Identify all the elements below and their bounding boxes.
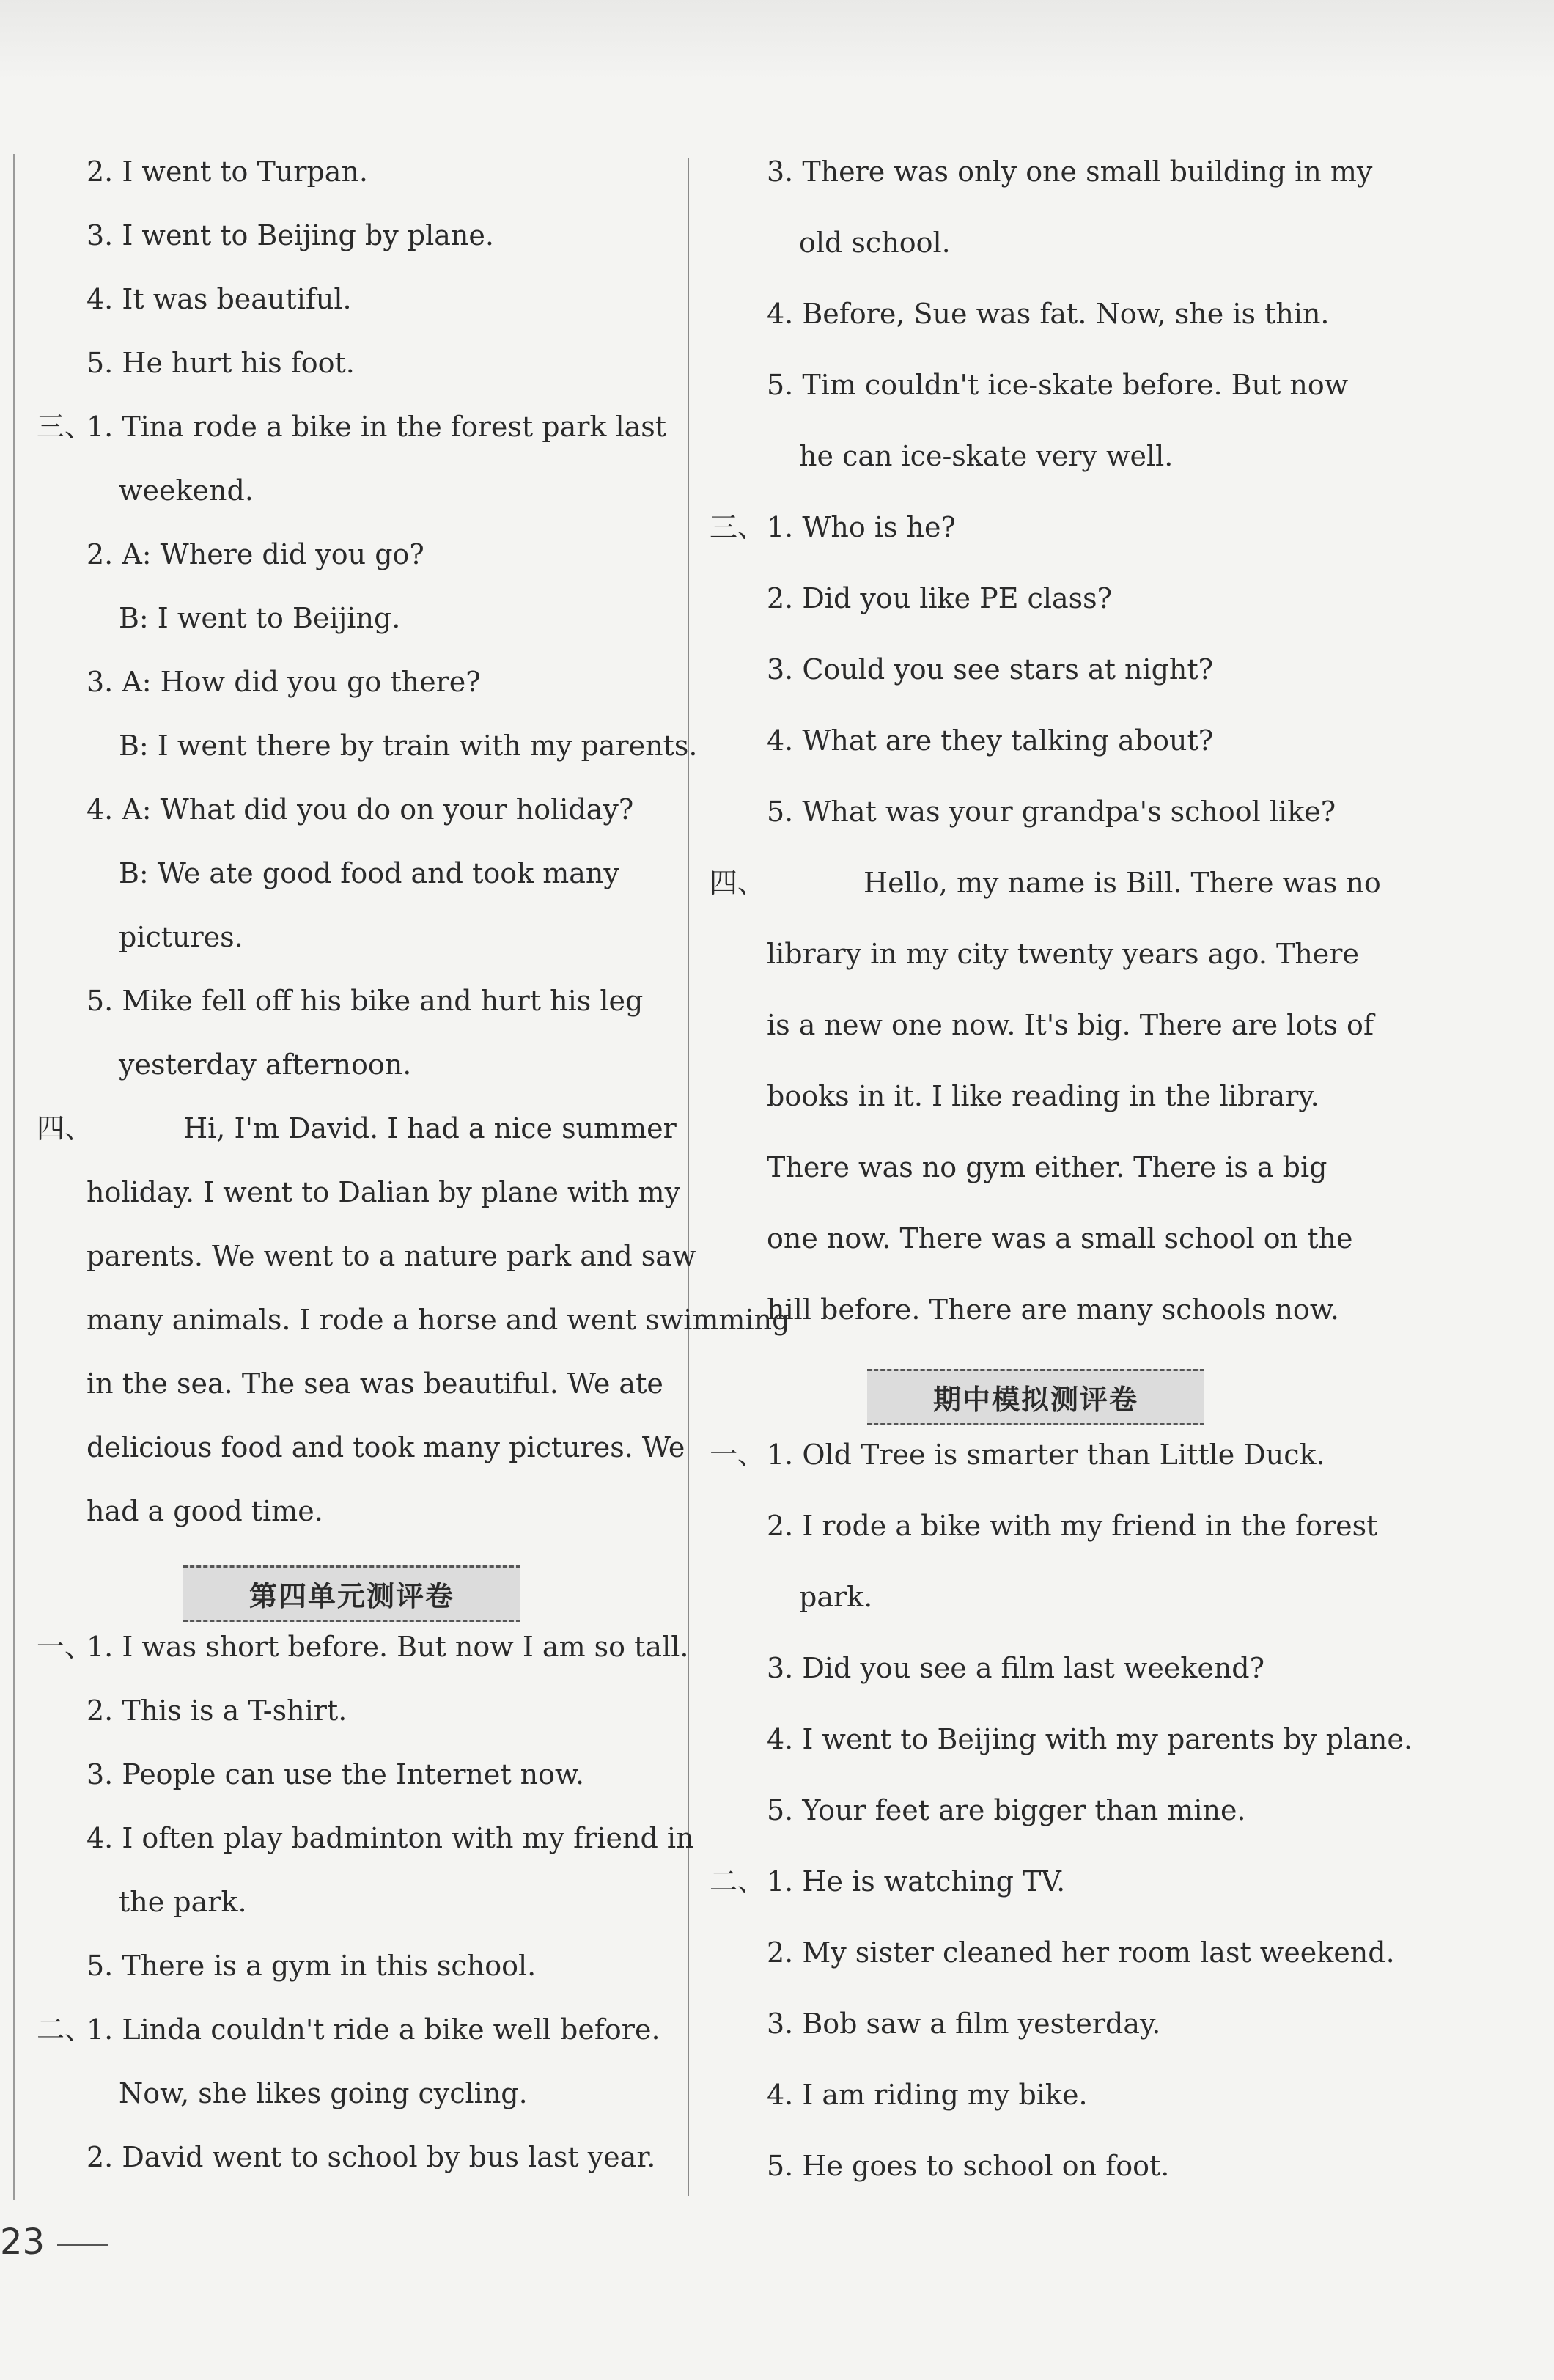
answer-line (86, 1242, 696, 1270)
answer-text: is a new one now. It's big. There are lots of (767, 1009, 1374, 1041)
answer-text: old school. (799, 227, 951, 259)
section-title-text: 期中模拟测评卷 (867, 1369, 1204, 1425)
answer-line (37, 411, 667, 443)
section-marker: 四、 (710, 867, 766, 899)
answer-text: 5. He hurt his foot. (86, 347, 355, 379)
section-marker: 一、 (37, 1631, 93, 1663)
answer-text: 2. My sister cleaned her room last weekend. (767, 1936, 1395, 1969)
answer-line (767, 1654, 1264, 1682)
answer-line (86, 987, 643, 1015)
answer-line (86, 221, 494, 249)
answer-line (767, 940, 1359, 968)
answer-line (767, 1011, 1374, 1039)
answer-line (86, 668, 481, 696)
answer-text: 5. Tim couldn't ice-skate before. But now (767, 369, 1349, 401)
answer-line (767, 724, 1214, 757)
answer-line (767, 584, 1112, 612)
answer-text: yesterday afternoon. (119, 1048, 412, 1081)
answer-line (119, 604, 400, 632)
answer-line (86, 793, 634, 826)
answer-text: in the sea. The sea was beautiful. We ate (86, 1367, 663, 1400)
answer-line (37, 1112, 677, 1145)
answer-line (119, 732, 697, 760)
answer-text: one now. There was a small school on the (767, 1222, 1353, 1255)
answer-text: 4. I often play badminton with my friend in (86, 1822, 694, 1854)
answer-text: 3. There was only one small building in my (767, 155, 1373, 188)
left-edge-line (13, 154, 15, 2200)
page-number-dash (57, 2244, 108, 2246)
answer-text: 4. It was beautiful. (86, 283, 352, 315)
answer-line (86, 1367, 663, 1400)
answer-line (767, 1796, 1246, 1824)
answer-text: 3. Bob saw a film yesterday. (767, 2008, 1161, 2040)
answer-text: pictures. (119, 921, 243, 953)
answer-text: 5. Your feet are bigger than mine. (767, 1794, 1246, 1826)
answer-line (767, 1936, 1395, 1969)
answer-line (767, 653, 1214, 686)
answer-line (767, 1293, 1339, 1326)
page-number: 23 (0, 2222, 45, 2263)
answer-text: 2. David went to school by bus last year. (86, 2141, 656, 2173)
answer-line (119, 923, 243, 951)
answer-line (767, 798, 1336, 826)
section-title (37, 1565, 667, 1622)
top-shadow-band (0, 0, 1554, 81)
answer-line (767, 300, 1330, 328)
answer-line (799, 1583, 872, 1611)
answer-text: the park. (119, 1886, 247, 1918)
answer-line (119, 1888, 247, 1916)
answer-line (86, 1433, 685, 1461)
answer-text: library in my city twenty years ago. There (767, 938, 1359, 970)
answer-line (710, 511, 956, 543)
answer-line (86, 2143, 655, 2171)
section-marker: 四、 (37, 1112, 93, 1145)
answer-line (86, 285, 352, 313)
answer-text: 3. A: How did you go there? (86, 666, 481, 698)
section-title-text: 第四单元测评卷 (183, 1565, 520, 1622)
answer-line (86, 1178, 680, 1206)
answer-line (767, 1153, 1327, 1181)
answer-line (119, 859, 619, 887)
answer-line (767, 155, 1373, 188)
answer-line (767, 1512, 1377, 1540)
answer-text: B: I went there by train with my parents. (119, 730, 698, 762)
answer-text: 1. Linda couldn't ride a bike well before. (86, 2013, 660, 2046)
answer-text: 5. What was your grandpa's school like? (767, 796, 1336, 828)
section-marker: 三、 (710, 511, 766, 543)
answer-text: B: I went to Beijing. (119, 602, 401, 634)
answer-text: books in it. I like reading in the library. (767, 1080, 1319, 1112)
answer-line (86, 1306, 789, 1334)
answer-text: holiday. I went to Dalian by plane with my (86, 1176, 681, 1208)
answer-line (86, 1694, 347, 1727)
answer-text: 3. Could you see stars at night? (767, 653, 1214, 686)
answer-line (86, 349, 355, 377)
answer-text: many animals. I rode a horse and went swimming (86, 1304, 790, 1336)
answer-text: 3. People can use the Internet now. (86, 1758, 585, 1790)
answer-text: B: We ate good food and took many (119, 857, 619, 889)
answer-text: Now, she likes going cycling. (119, 2077, 528, 2109)
answer-text: 4. I am riding my bike. (767, 2079, 1088, 2111)
answer-text: parents. We went to a nature park and saw (86, 1240, 696, 1272)
answer-text: 1. Old Tree is smarter than Little Duck. (767, 1439, 1325, 1471)
answer-line (710, 1439, 1325, 1471)
answer-text: There was no gym either. There is a big (767, 1151, 1327, 1183)
answer-text: 2. Did you like PE class? (767, 582, 1113, 614)
answer-line (767, 2010, 1161, 2038)
section-title (717, 1369, 1355, 1425)
answer-text: 4. What are they talking about? (767, 724, 1214, 757)
section-marker: 三、 (37, 411, 93, 443)
answer-text: delicious food and took many pictures. We (86, 1431, 685, 1463)
answer-line (767, 2152, 1169, 2180)
answer-line (799, 229, 951, 257)
answer-text: 2. A: Where did you go? (86, 538, 424, 570)
answer-text: 1. Who is he? (767, 511, 956, 543)
answer-text: 5. Mike fell off his bike and hurt his leg (86, 985, 644, 1017)
answer-line (767, 1725, 1413, 1753)
answer-line (86, 1824, 694, 1852)
answer-text: Hello, my name is Bill. There was no (863, 867, 1381, 899)
answer-line (710, 867, 1381, 899)
section-marker: 一、 (710, 1439, 766, 1471)
answer-text: 2. This is a T-shirt. (86, 1694, 347, 1727)
answer-line (37, 2013, 660, 2046)
answer-text: 4. A: What did you do on your holiday? (86, 793, 634, 826)
answer-text: 5. He goes to school on foot. (767, 2150, 1170, 2182)
answer-line (710, 1865, 1066, 1898)
answer-text: 1. I was short before. But now I am so tall. (86, 1631, 689, 1663)
answer-text: 3. Did you see a film last weekend? (767, 1652, 1265, 1684)
answer-text: 5. There is a gym in this school. (86, 1950, 537, 1982)
answer-text: he can ice-skate very well. (799, 440, 1174, 472)
answer-line (86, 1952, 536, 1980)
answer-line (119, 1048, 412, 1081)
answer-line (767, 371, 1348, 399)
answer-text: weekend. (119, 474, 254, 507)
answer-text: Hi, I'm David. I had a nice summer (183, 1112, 677, 1145)
column-divider (688, 158, 689, 2196)
answer-line (799, 442, 1173, 470)
answer-line (86, 155, 369, 188)
section-marker: 二、 (710, 1865, 766, 1898)
answer-text: 2. I went to Turpan. (86, 155, 369, 188)
answer-line (767, 2081, 1088, 2109)
answer-text: park. (799, 1581, 873, 1613)
section-marker: 二、 (37, 2013, 93, 2046)
answer-line (86, 540, 424, 568)
answer-line (86, 1497, 323, 1525)
answer-text: 3. I went to Beijing by plane. (86, 219, 494, 251)
answer-text: 4. I went to Beijing with my parents by plane. (767, 1723, 1413, 1755)
answer-text: had a good time. (86, 1495, 323, 1527)
answer-line (86, 1760, 584, 1788)
answer-line (767, 1082, 1319, 1110)
answer-text: 1. He is watching TV. (767, 1865, 1066, 1898)
answer-line (119, 2079, 528, 2107)
answer-text: 4. Before, Sue was fat. Now, she is thin. (767, 298, 1330, 330)
answer-line (767, 1222, 1353, 1255)
answer-text: hill before. There are many schools now. (767, 1293, 1339, 1326)
answer-line (119, 474, 254, 507)
answer-text: 1. Tina rode a bike in the forest park last (86, 411, 667, 443)
answer-text: 2. I rode a bike with my friend in the forest (767, 1510, 1378, 1542)
answer-line (37, 1631, 689, 1663)
